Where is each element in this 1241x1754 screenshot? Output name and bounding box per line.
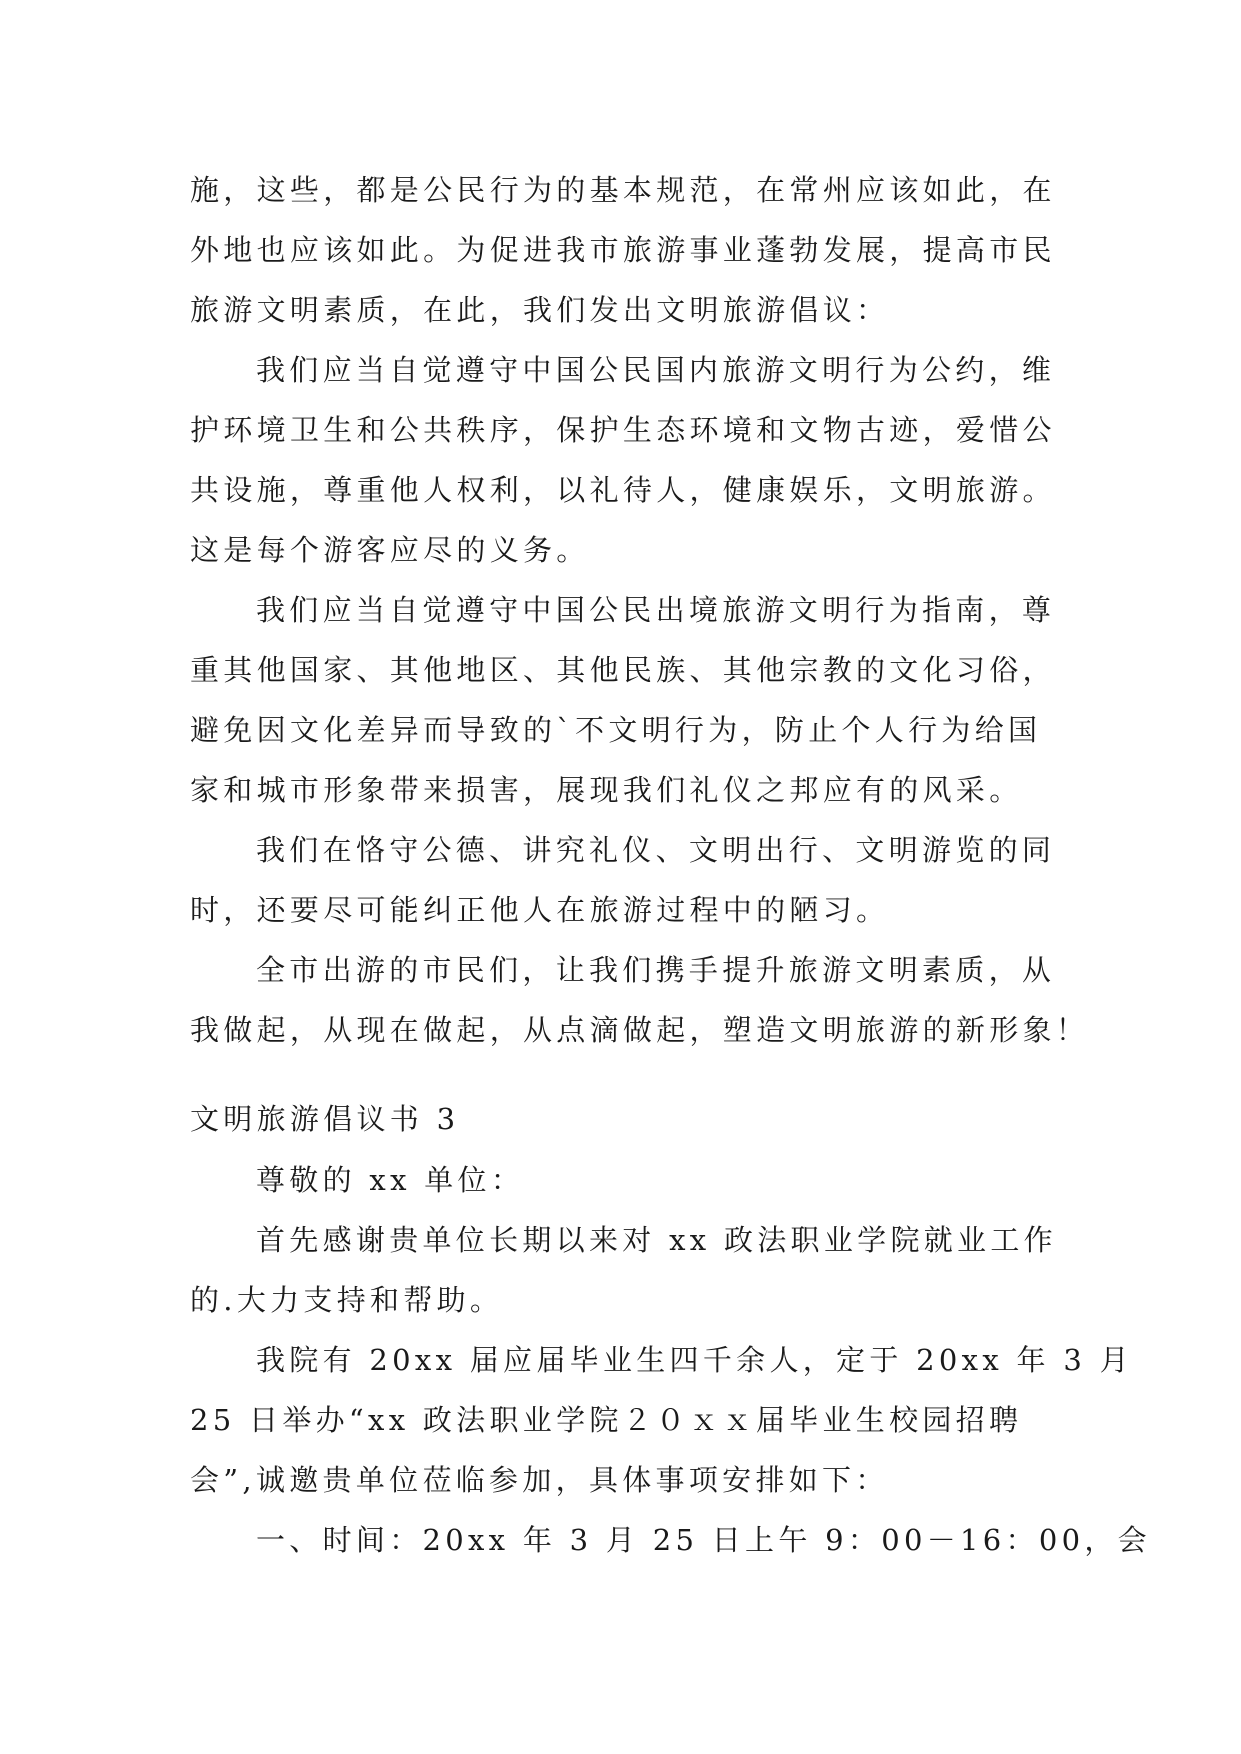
paragraph-line: 这是每个游客应尽的义务。 — [190, 533, 590, 567]
paragraph-line: 我们应当自觉遵守中国公民国内旅游文明行为公约，维 — [256, 353, 1056, 387]
paragraph-line: 25 日举办“xx 政法职业学院２０ｘｘ届毕业生校园招聘 — [190, 1403, 1023, 1437]
paragraph-line: 时，还要尽可能纠正他人在旅游过程中的陋习。 — [190, 893, 890, 927]
paragraph-line: 护环境卫生和公共秩序，保护生态环境和文物古迹，爱惜公 — [190, 413, 1056, 447]
paragraph-line: 我们应当自觉遵守中国公民出境旅游文明行为指南，尊 — [256, 593, 1056, 627]
paragraph-line: 旅游文明素质，在此，我们发出文明旅游倡议： — [190, 293, 890, 327]
paragraph-line: 我们在恪守公德、讲究礼仪、文明出行、文明游览的同 — [256, 833, 1056, 867]
section-heading: 文明旅游倡议书 3 — [190, 1102, 460, 1136]
paragraph-line: 家和城市形象带来损害，展现我们礼仪之邦应有的风采。 — [190, 773, 1023, 807]
paragraph-line: 全市出游的市民们，让我们携手提升旅游文明素质，从 — [256, 953, 1056, 987]
paragraph-line: 首先感谢贵单位长期以来对 xx 政法职业学院就业工作 — [256, 1223, 1057, 1257]
paragraph-line: 会”,诚邀贵单位莅临参加，具体事项安排如下： — [190, 1463, 889, 1497]
paragraph-line: 的.大力支持和帮助。 — [190, 1283, 504, 1317]
paragraph-line: 避免因文化差异而导致的`不文明行为，防止个人行为给国 — [190, 713, 1042, 747]
paragraph-line: 我院有 20xx 届应届毕业生四千余人，定于 20xx 年 3 月 — [256, 1343, 1133, 1377]
paragraph-line: 共设施，尊重他人权利，以礼待人，健康娱乐，文明旅游。 — [190, 473, 1056, 507]
paragraph-line: 外地也应该如此。为促进我市旅游事业蓬勃发展，提高市民 — [190, 233, 1056, 267]
salutation: 尊敬的 xx 单位： — [256, 1163, 525, 1197]
paragraph-line: 一、时间：20xx 年 3 月 25 日上午 9：00－16：00，会 — [256, 1523, 1151, 1557]
paragraph-line: 重其他国家、其他地区、其他民族、其他宗教的文化习俗， — [190, 653, 1056, 687]
paragraph-line: 我做起，从现在做起，从点滴做起，塑造文明旅游的新形象！ — [190, 1013, 1090, 1047]
paragraph-line: 施，这些，都是公民行为的基本规范，在常州应该如此，在 — [190, 173, 1056, 207]
